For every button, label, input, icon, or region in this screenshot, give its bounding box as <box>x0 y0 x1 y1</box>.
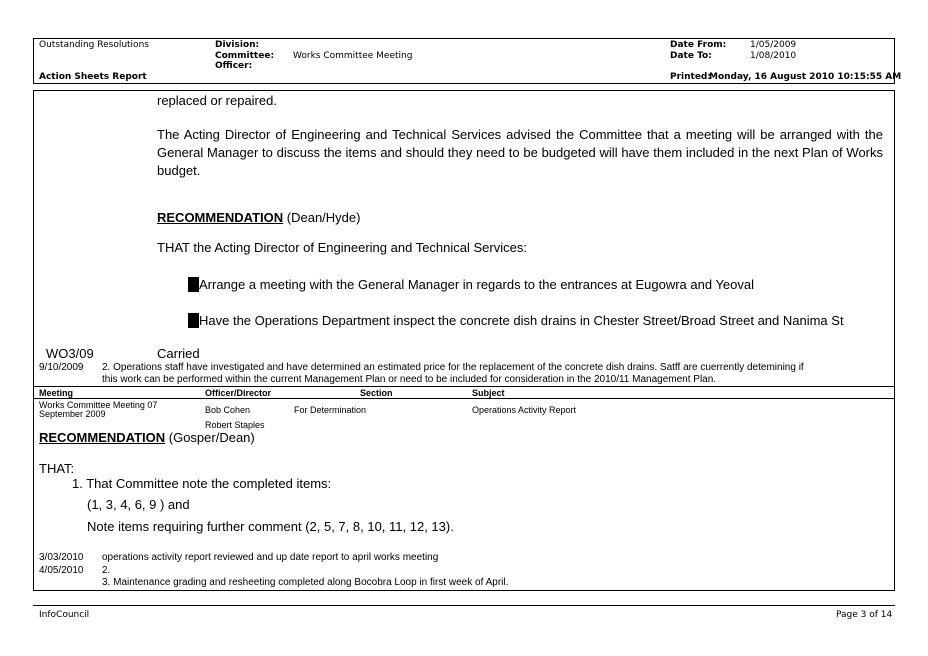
officer-name: Robert Staples <box>205 420 265 430</box>
report-type: Action Sheets Report <box>39 72 147 82</box>
committee-label: Committee: <box>215 51 275 61</box>
action-text: 2. Operations staff have investigated and have determined an estimated price for the replacement of the concrete dish drains. Satff are cuerrently detemining if <box>102 362 804 373</box>
recommendation-heading-1 <box>157 210 360 225</box>
action-date: 3/03/2010 <box>39 552 84 563</box>
date-to-label: Date To: <box>670 51 712 61</box>
recommendation-movers: (Dean/Hyde) <box>286 210 361 225</box>
bullet-marker <box>188 277 199 292</box>
action-date: 9/10/2009 <box>39 362 84 373</box>
subject-value: Operations Activity Report <box>472 405 577 415</box>
numbered-point: 1. That Committee note the completed items: <box>72 476 332 491</box>
bullet-text: Arrange a meeting with the General Manager in regards to the entrances at Eugowra and Yeoval <box>199 277 755 292</box>
date-from-value: 1/05/2009 <box>750 40 797 50</box>
col-officer-header: Officer/Director <box>205 388 272 398</box>
officer-name: Bob Cohen <box>205 405 251 415</box>
action-text: 2. <box>102 565 111 576</box>
bullet-marker <box>188 313 199 328</box>
action-date: 4/05/2010 <box>39 565 84 576</box>
footer-system-name: InfoCouncil <box>39 610 90 620</box>
date-to-value: 1/08/2010 <box>750 51 797 61</box>
bullet-text: Have the Operations Department inspect the concrete dish drains in Chester Street/Broad Street and Nanima St <box>199 313 844 328</box>
continued-text: replaced or repaired. <box>157 93 277 108</box>
division-label: Division: <box>215 40 260 50</box>
recommendation-label: RECOMMENDATION <box>157 210 284 225</box>
divider <box>34 398 894 399</box>
recommendation-movers: (Gosper/Dean) <box>168 430 255 445</box>
officer-label: Officer: <box>215 61 253 71</box>
completed-items: (1, 3, 4, 6, 9 ) and <box>87 497 190 512</box>
further-comment-items: Note items requiring further comment (2, 5, 7, 8, 10, 11, 12, 13). <box>87 519 454 534</box>
page-number: Page 3 of 14 <box>836 610 893 620</box>
col-section-header: Section <box>360 388 393 398</box>
meeting-name: Works Committee Meeting 07 <box>39 400 158 410</box>
action-text: this work can be performed within the current Management Plan or need to be included for consideration in the 2010/11 Management Plan. <box>102 374 717 385</box>
meeting-date: September 2009 <box>39 409 106 419</box>
resolution-status: Carried <box>157 346 200 361</box>
printed-value: Monday, 16 August 2010 10:15:55 AM <box>709 72 902 82</box>
director-advice-paragraph: The Acting Director of Engineering and Technical Services advised the Committee that a meeting will be arranged with the General Manager to discuss the items and should they need to be budgeted will have them included in the next Plan of Works budget. <box>157 127 883 178</box>
footer-divider <box>33 605 895 606</box>
that-heading: THAT: <box>39 461 75 476</box>
section-value: For Determination <box>294 405 367 415</box>
printed-label: Printed: <box>670 72 711 82</box>
col-meeting-header: Meeting <box>39 388 74 398</box>
recommendation-label: RECOMMENDATION <box>39 430 166 445</box>
action-text: 3. Maintenance grading and resheeting completed along Bocobra Loop in first week of April. <box>102 577 509 588</box>
report-name: Outstanding Resolutions <box>39 40 149 50</box>
col-subject-header: Subject <box>472 388 505 398</box>
bullet-item-2 <box>188 313 844 328</box>
recommendation-heading-2 <box>39 430 255 445</box>
date-from-label: Date From: <box>670 40 727 50</box>
committee-value: Works Committee Meeting <box>293 51 413 61</box>
action-text: operations activity report reviewed and up date report to april works meeting <box>102 552 439 563</box>
bullet-item-1 <box>188 277 754 292</box>
divider <box>34 386 894 387</box>
resolution-ref: WO3/09 <box>46 346 94 361</box>
that-line: THAT the Acting Director of Engineering and Technical Services: <box>157 240 527 255</box>
